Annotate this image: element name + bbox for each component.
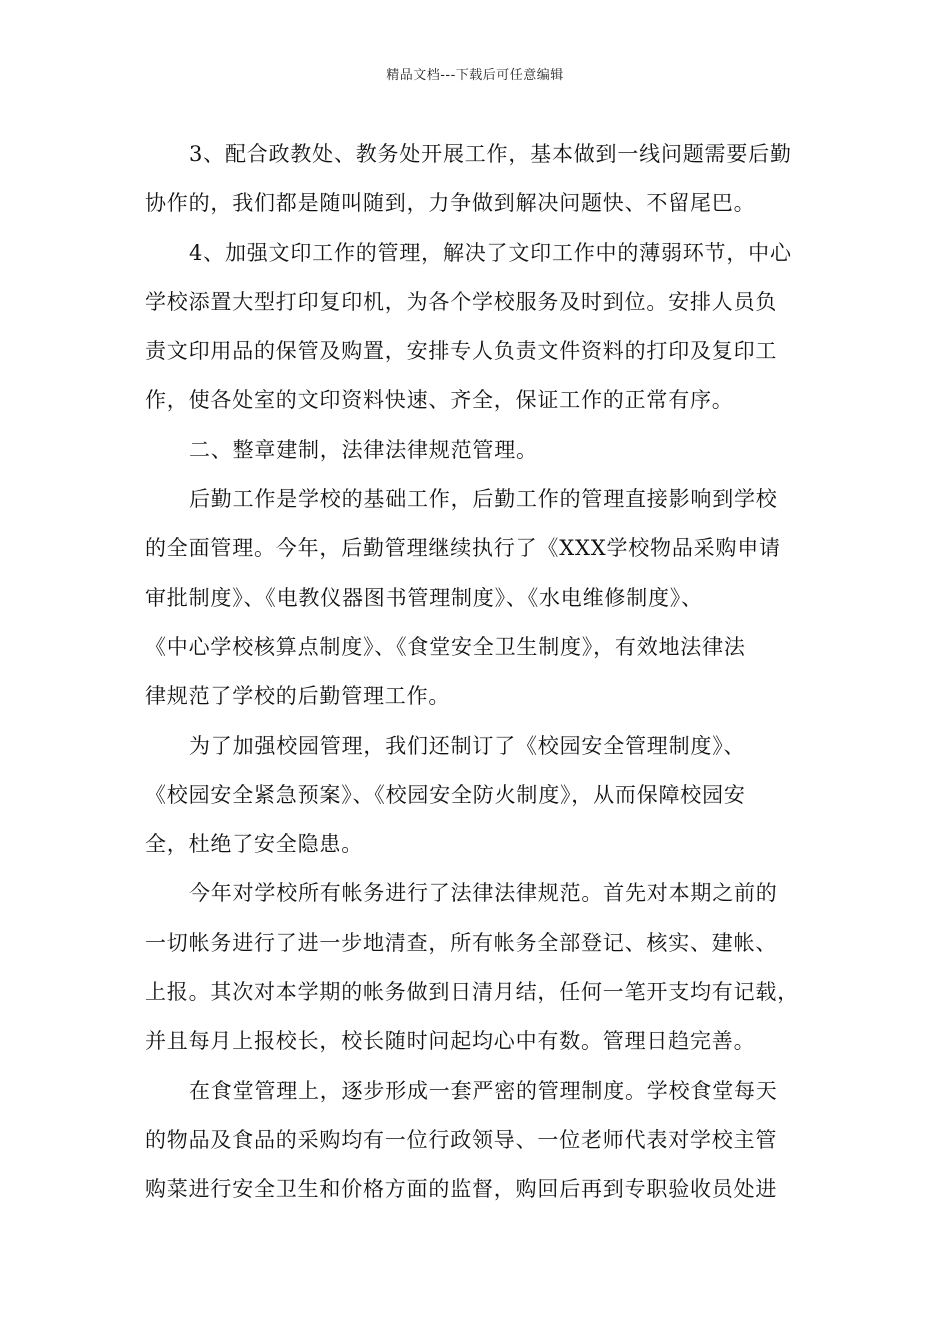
text-line: 4、加强文印工作的管理，解决了文印工作中的薄弱环节，中心: [189, 240, 792, 265]
text-line: 3、配合政教处、教务处开展工作，基本做到一线问题需要后勤: [189, 142, 792, 166]
text-line: 学校添置大型打印复印机，为各个学校服务及时到位。安排人员负: [145, 289, 778, 314]
text-line: 的物品及食品的采购均有一位行政领导、一位老师代表对学校主管: [145, 1127, 778, 1152]
text-line: 今年对学校所有帐务进行了法律法律规范。首先对本期之前的: [189, 881, 778, 906]
section-heading: 二、整章建制，法律法律规范管理。: [189, 437, 538, 462]
text-line: 责文印用品的保管及购置，安排专人负责文件资料的打印及复印工: [145, 339, 778, 364]
page-header: 精品文档---下载后可任意编辑: [386, 68, 564, 83]
text-line: 上报。其次对本学期的帐务做到日清月结，任何一笔开支均有记载，: [145, 980, 799, 1005]
text-line: 一切帐务进行了进一步地清查，所有帐务全部登记、核实、建帐、: [145, 930, 778, 955]
text-line: 《校园安全紧急预案》、《校园安全防火制度》，从而保障校园安: [145, 782, 746, 807]
text-line: 购菜进行安全卫生和价格方面的监督，购回后再到专职验收员处进: [145, 1177, 778, 1202]
text-line: 为了加强校园管理，我们还制订了《校园安全管理制度》、: [189, 733, 746, 758]
text-line: 审批制度》、《电教仪器图书管理制度》、《水电维修制度》、: [145, 585, 703, 610]
text-line: 的全面管理。今年，后勤管理继续执行了《XXX学校物品采购申请: [145, 536, 781, 561]
text-line: 并且每月上报校长，校长随时问起均心中有数。管理日趋完善。: [145, 1029, 756, 1054]
document-body: [145, 130, 813, 1215]
text-line: 协作的，我们都是随叫随到，力争做到解决问题快、不留尾巴。: [145, 191, 756, 216]
text-line: 《中心学校核算点制度》、《食堂安全卫生制度》，有效地法律法: [145, 634, 746, 659]
text-line: 后勤工作是学校的基础工作，后勤工作的管理直接影响到学校: [189, 487, 778, 512]
text-line: 在食堂管理上，逐步形成一套严密的管理制度。学校食堂每天: [189, 1078, 778, 1103]
text-line: 全，杜绝了安全隐患。: [145, 832, 363, 857]
text-line: 作，使各处室的文印资料快速、齐全，保证工作的正常有序。: [145, 388, 734, 413]
text-line: 律规范了学校的后勤管理工作。: [145, 684, 451, 709]
